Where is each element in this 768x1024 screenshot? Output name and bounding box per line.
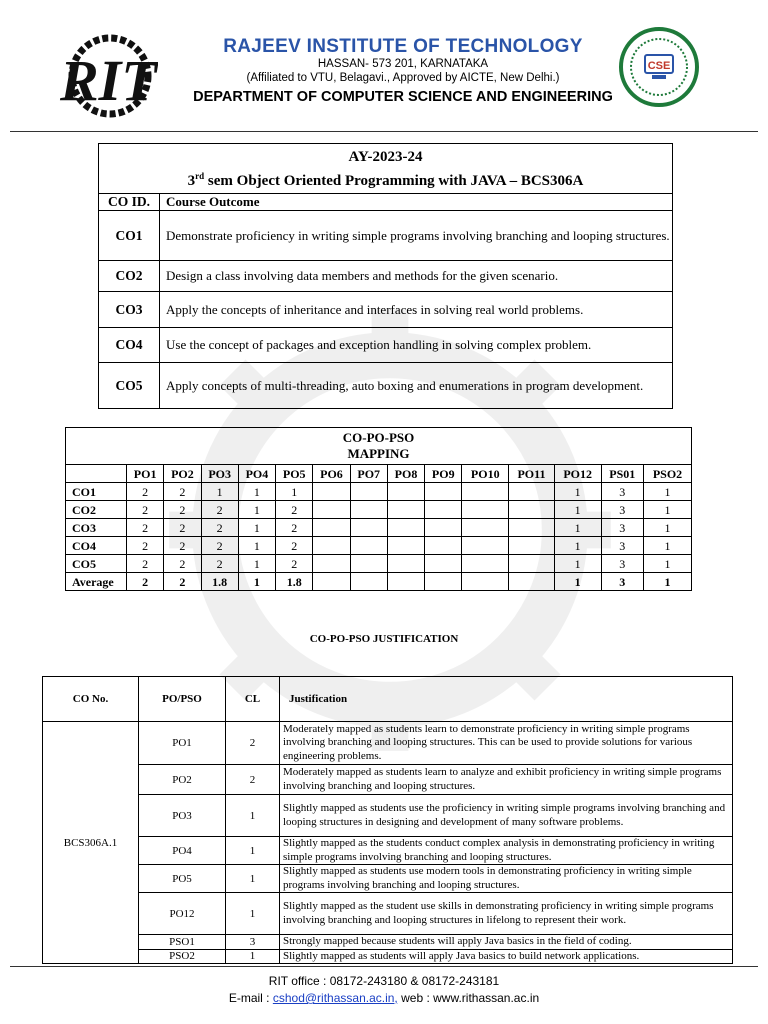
mapping-cell: 2: [276, 501, 313, 519]
rit-logo-letters: RIT: [60, 48, 157, 113]
outcome-text: Apply the concepts of inheritance and interfaces in solving real world problems.: [160, 292, 673, 328]
mapping-cell: 2: [276, 537, 313, 555]
mapping-col-header: PO10: [462, 465, 509, 483]
outcome-id: CO4: [99, 328, 160, 363]
outcome-row: [99, 211, 673, 261]
mapping-cell: 1: [644, 519, 692, 537]
mapping-cell: [313, 501, 350, 519]
mapping-cell: 1.8: [201, 573, 238, 591]
justification-table: [42, 676, 733, 964]
col-header-justification: Justification: [280, 677, 733, 722]
mapping-col-header: PO1: [127, 465, 164, 483]
col-header-cl: CL: [226, 677, 280, 722]
mapping-cell: [313, 537, 350, 555]
justification-text: Moderately mapped as students learn to demonstrate proficiency in writing simple programs involving branching and looping structures. This can be used to provide solutions for various engineering problems.: [280, 722, 733, 765]
mapping-cell: [387, 555, 424, 573]
rit-logo: [52, 30, 158, 120]
justification-text: Strongly mapped because students will apply Java basics in the field of coding.: [280, 935, 733, 950]
po-cell: PO3: [139, 795, 226, 837]
col-header-co-id: CO ID.: [99, 194, 160, 211]
co-po-pso-mapping-table: [65, 427, 692, 591]
mapping-cell: [387, 573, 424, 591]
mapping-cell: [313, 573, 350, 591]
mapping-cell: 3: [601, 519, 644, 537]
footer-contact: [0, 991, 768, 1005]
mapping-col-header: PO11: [509, 465, 555, 483]
justification-text: Slightly mapped as students use the proficiency in writing simple programs involving branching and looping structures in designing and development of many software problems.: [280, 795, 733, 837]
mapping-cell: [313, 483, 350, 501]
cl-cell: 2: [226, 765, 280, 795]
mapping-cell: [425, 537, 462, 555]
mapping-cell: 3: [601, 483, 644, 501]
justification-row: [43, 765, 733, 795]
po-cell: PSO2: [139, 949, 226, 964]
header-divider: [10, 131, 758, 132]
mapping-cell: 2: [127, 555, 164, 573]
mapping-row: [66, 483, 692, 501]
mapping-cell: [350, 483, 387, 501]
mapping-cell: [462, 501, 509, 519]
mapping-cell: [425, 501, 462, 519]
justification-text: Slightly mapped as the students conduct complex analysis in demonstrating proficiency in writing simple programs involving branching and looping structures.: [280, 837, 733, 865]
mapping-cell: 1: [238, 537, 275, 555]
cl-cell: 1: [226, 949, 280, 964]
mapping-col-header: PO9: [425, 465, 462, 483]
mapping-col-header: PSO2: [644, 465, 692, 483]
mapping-row-label: CO5: [66, 555, 127, 573]
mapping-cell: 2: [164, 483, 201, 501]
course-title: 3rd sem Object Oriented Programming with JAVA – BCS306A: [187, 171, 584, 189]
email-link[interactable]: cshod@rithassan.ac.in,: [272, 991, 398, 1005]
mapping-cell: 1: [644, 573, 692, 591]
mapping-cell: 1: [644, 537, 692, 555]
outcome-text: Demonstrate proficiency in writing simple programs involving branching and looping structures.: [160, 211, 673, 261]
justification-row: [43, 949, 733, 964]
website-text: web : www.rithassan.ac.in: [397, 991, 540, 1005]
mapping-cell: 2: [127, 483, 164, 501]
mapping-cell: 1: [238, 501, 275, 519]
mapping-col-header: PO5: [276, 465, 313, 483]
mapping-cell: [509, 519, 555, 537]
mapping-cell: [462, 537, 509, 555]
mapping-cell: [313, 555, 350, 573]
mapping-cell: 2: [201, 555, 238, 573]
course-outcome-table: [98, 143, 673, 409]
mapping-cell: 2: [164, 555, 201, 573]
mapping-col-header: PO2: [164, 465, 201, 483]
mapping-cell: 1: [554, 483, 601, 501]
mapping-row: [66, 501, 692, 519]
mapping-row-label: Average: [66, 573, 127, 591]
mapping-row: [66, 537, 692, 555]
justification-row: [43, 795, 733, 837]
mapping-header-row: [66, 465, 692, 483]
outcome-id: CO5: [99, 363, 160, 409]
mapping-row-label: CO3: [66, 519, 127, 537]
mapping-cell: 1: [276, 483, 313, 501]
footer-office-phone: RIT office : 08172-243180 & 08172-243181: [268, 974, 500, 988]
outcome-row: [99, 363, 673, 409]
mapping-cell: 2: [201, 501, 238, 519]
mapping-cell: 2: [127, 573, 164, 591]
mapping-cell: [462, 519, 509, 537]
mapping-col-header: PO6: [313, 465, 350, 483]
mapping-cell: 1: [238, 555, 275, 573]
mapping-cell: [509, 501, 555, 519]
outcome-row: [99, 328, 673, 363]
mapping-cell: 1: [201, 483, 238, 501]
department-name: DEPARTMENT OF COMPUTER SCIENCE AND ENGINEERING: [193, 89, 613, 105]
mapping-cell: 2: [276, 555, 313, 573]
mapping-col-header: PS01: [601, 465, 644, 483]
justification-title: CO-PO-PSO JUSTIFICATION: [309, 633, 459, 645]
po-cell: PO4: [139, 837, 226, 865]
mapping-cell: [425, 483, 462, 501]
mapping-cell: 2: [276, 519, 313, 537]
mapping-cell: 1: [238, 519, 275, 537]
mapping-cell: [425, 555, 462, 573]
col-header-course-outcome: Course Outcome: [160, 194, 673, 211]
mapping-cell: 1: [644, 555, 692, 573]
mapping-col-header: PO8: [387, 465, 424, 483]
outcome-id: CO2: [99, 261, 160, 292]
mapping-cell: 1: [554, 555, 601, 573]
mapping-cell: 2: [127, 519, 164, 537]
mapping-cell: [350, 555, 387, 573]
mapping-cell: [462, 483, 509, 501]
mapping-cell: [350, 519, 387, 537]
outcome-row: [99, 261, 673, 292]
po-cell: PO12: [139, 893, 226, 935]
col-header-po-pso: PO/PSO: [139, 677, 226, 722]
mapping-cell: [350, 573, 387, 591]
course-title-cell: [99, 144, 673, 194]
cl-cell: 1: [226, 795, 280, 837]
mapping-cell: [425, 573, 462, 591]
mapping-cell: 3: [601, 555, 644, 573]
institute-name: RAJEEV INSTITUTE OF TECHNOLOGY: [223, 36, 583, 57]
institute-address: HASSAN- 573 201, KARNATAKA: [317, 58, 489, 70]
mapping-cell: 1: [644, 483, 692, 501]
mapping-cell: 1: [554, 501, 601, 519]
cl-cell: 2: [226, 722, 280, 765]
mapping-cell: [425, 519, 462, 537]
mapping-cell: [387, 537, 424, 555]
mapping-cell: 2: [127, 537, 164, 555]
justification-text: Slightly mapped as students will apply Java basics to build network applications.: [280, 949, 733, 964]
outcome-id: CO1: [99, 211, 160, 261]
mapping-col-header: PO3: [201, 465, 238, 483]
mapping-cell: 2: [201, 519, 238, 537]
outcome-text: Design a class involving data members and methods for the given scenario.: [160, 261, 673, 292]
mapping-cell: 1: [554, 519, 601, 537]
mapping-cell: 2: [127, 501, 164, 519]
footer-divider: [10, 966, 758, 967]
mapping-cell: 1: [238, 573, 275, 591]
mapping-cell: [387, 501, 424, 519]
mapping-cell: 1.8: [276, 573, 313, 591]
cl-cell: 1: [226, 865, 280, 893]
mapping-title: CO-PO-PSO MAPPING: [66, 428, 692, 465]
mapping-cell: 2: [164, 573, 201, 591]
mapping-cell: 2: [164, 519, 201, 537]
mapping-row-label: CO1: [66, 483, 127, 501]
outcome-text: Apply concepts of multi-threading, auto boxing and enumerations in program development.: [160, 363, 673, 409]
cl-cell: 1: [226, 837, 280, 865]
mapping-cell: [509, 537, 555, 555]
outcome-text: Use the concept of packages and exception handling in solving complex problem.: [160, 328, 673, 363]
mapping-cell: [462, 555, 509, 573]
po-cell: PO1: [139, 722, 226, 765]
mapping-cell: [350, 537, 387, 555]
mapping-cell: 3: [601, 501, 644, 519]
mapping-cell: [387, 519, 424, 537]
academic-year: AY-2023-24: [348, 149, 423, 165]
institute-affiliation: (Affiliated to VTU, Belagavi., Approved by AICTE, New Delhi.): [246, 72, 560, 84]
col-header-co-no: CO No.: [43, 677, 139, 722]
mapping-average-row: [66, 573, 692, 591]
mapping-cell: 2: [164, 501, 201, 519]
mapping-cell: [350, 501, 387, 519]
justification-row: [43, 837, 733, 865]
mapping-col-header: PO7: [350, 465, 387, 483]
justification-row: [43, 893, 733, 935]
mapping-cell: 1: [554, 573, 601, 591]
mapping-col-header: PO12: [554, 465, 601, 483]
mapping-cell: 2: [201, 537, 238, 555]
cl-cell: 3: [226, 935, 280, 950]
mapping-cell: [509, 573, 555, 591]
mapping-cell: [462, 573, 509, 591]
mapping-row-label: CO4: [66, 537, 127, 555]
mapping-cell: 1: [554, 537, 601, 555]
justification-text: Slightly mapped as the student use skills in demonstrating proficiency in writing simple programs involving branching and looping structures in lifelong to represent their work.: [280, 893, 733, 935]
mapping-cell: [313, 519, 350, 537]
mapping-cell: 2: [164, 537, 201, 555]
outcome-row: [99, 292, 673, 328]
justification-row: [43, 865, 733, 893]
mapping-row-label: CO2: [66, 501, 127, 519]
mapping-cell: [509, 483, 555, 501]
outcome-id: CO3: [99, 292, 160, 328]
mapping-row: [66, 519, 692, 537]
mapping-corner-cell: [66, 465, 127, 483]
mapping-col-header: PO4: [238, 465, 275, 483]
po-cell: PO2: [139, 765, 226, 795]
email-label: E-mail :: [228, 991, 273, 1005]
seal-text: CSE: [647, 60, 671, 72]
po-cell: PO5: [139, 865, 226, 893]
mapping-cell: 1: [644, 501, 692, 519]
co-number: BCS306A.1: [43, 722, 139, 964]
cl-cell: 1: [226, 893, 280, 935]
mapping-cell: [509, 555, 555, 573]
justification-row: [43, 935, 733, 950]
justification-row: [43, 722, 733, 765]
mapping-cell: 1: [238, 483, 275, 501]
mapping-cell: 3: [601, 537, 644, 555]
mapping-cell: 3: [601, 573, 644, 591]
mapping-row: [66, 555, 692, 573]
justification-text: Slightly mapped as students use modern tools in demonstrating proficiency in writing simple programs involving branching and looping structures.: [280, 865, 733, 893]
mapping-cell: [387, 483, 424, 501]
po-cell: PSO1: [139, 935, 226, 950]
justification-text: Moderately mapped as students learn to analyze and exhibit proficiency in writing simple programs involving branching and looping structures.: [280, 765, 733, 795]
